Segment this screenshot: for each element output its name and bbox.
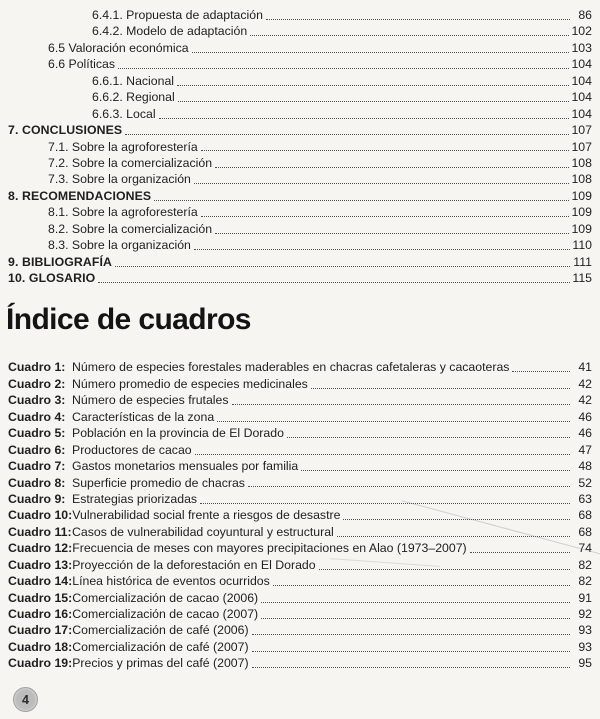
cuadro-entry-number: Cuadro 10:	[8, 508, 73, 523]
toc-entry-page: 102	[571, 24, 592, 39]
dot-leader	[252, 667, 570, 668]
cuadro-entry	[8, 557, 592, 573]
dot-leader	[343, 519, 570, 520]
cuadro-entry-title: Frecuencia de meses con mayores precipitaciones en Alao (1973–2007)	[72, 541, 467, 556]
dot-leader	[215, 233, 569, 234]
toc-entry	[8, 155, 592, 171]
dot-leader	[512, 371, 570, 372]
toc-entry-page: 110	[572, 238, 592, 253]
dot-leader	[337, 536, 570, 537]
cuadro-entry-page: 42	[578, 393, 592, 408]
cuadros-index-list	[8, 359, 592, 671]
cuadro-entry-title: Gastos monetarios mensuales por familia	[72, 459, 299, 474]
dot-leader	[194, 183, 570, 184]
dot-leader	[252, 651, 570, 652]
cuadro-entry-number: Cuadro 4:	[8, 409, 66, 424]
dot-leader	[287, 437, 570, 438]
cuadro-entry-number: Cuadro 19:	[8, 656, 73, 671]
toc-entry-page: 111	[573, 254, 592, 269]
toc-entry-label: 10. GLOSARIO	[8, 271, 96, 285]
dot-leader	[125, 134, 569, 135]
toc-entry	[8, 139, 592, 155]
cuadro-entry-page: 68	[578, 508, 592, 523]
cuadro-entry-number: Cuadro 11:	[8, 524, 72, 539]
cuadro-entry-number: Cuadro 15:	[8, 590, 73, 605]
toc-entry-label: 7.2. Sobre la comercialización	[48, 155, 213, 170]
toc-entry	[8, 122, 592, 138]
dot-leader	[217, 421, 570, 422]
cuadro-entry-page: 63	[578, 491, 592, 506]
cuadro-entry	[8, 442, 592, 458]
cuadro-entry-page: 68	[578, 524, 592, 539]
toc-entry	[8, 188, 592, 204]
cuadro-entry	[8, 622, 592, 638]
cuadro-entry-page: 93	[578, 639, 592, 654]
cuadro-entry-title: Superficie promedio de chacras	[72, 475, 245, 490]
toc-entry-label: 8.2. Sobre la comercialización	[48, 221, 213, 236]
cuadro-entry-number: Cuadro 17:	[8, 623, 73, 638]
cuadro-entry-page: 95	[578, 656, 592, 671]
cuadro-entry-title: Estrategias priorizadas	[72, 491, 198, 506]
cuadro-entry	[8, 458, 592, 474]
dot-leader	[252, 634, 570, 635]
cuadro-entry-title: Número promedio de especies medicinales	[72, 376, 308, 391]
dot-leader	[201, 216, 570, 217]
cuadro-entry-number: Cuadro 16:	[8, 607, 73, 621]
cuadro-entry-title: Precios y primas del café (2007)	[72, 656, 249, 671]
cuadro-entry-title: Línea histórica de eventos ocurridos	[72, 574, 270, 589]
cuadro-entry	[8, 491, 592, 507]
cuadro-entry-number: Cuadro 9:	[8, 491, 66, 506]
toc-entry-label: 7.1. Sobre la agroforestería	[48, 139, 198, 154]
dot-leader	[195, 454, 570, 455]
cuadro-entry-page: 42	[578, 376, 592, 391]
cuadro-entry-number: Cuadro 14:	[8, 574, 73, 589]
toc-entry-page: 115	[572, 271, 592, 285]
dot-leader	[470, 552, 570, 553]
dot-leader	[311, 388, 570, 389]
cuadro-entry-page: 46	[578, 426, 592, 441]
cuadro-entry	[8, 475, 592, 491]
dot-leader	[261, 618, 570, 619]
cuadro-entry-title: Casos de vulnerabilidad coyuntural y estructural	[72, 524, 334, 539]
cuadro-entry-title: Características de la zona	[72, 409, 215, 424]
cuadro-entry-number: Cuadro 5:	[8, 426, 66, 441]
toc-entry-label: 8.1. Sobre la agroforestería	[48, 205, 198, 220]
dot-leader	[250, 35, 569, 36]
toc-entry-page: 108	[571, 172, 592, 187]
cuadro-entry	[8, 376, 592, 392]
toc-entry-label: 8.3. Sobre la organización	[48, 238, 191, 253]
toc-entry-label: 7. CONCLUSIONES	[8, 123, 123, 138]
toc-entry-page: 104	[571, 90, 592, 105]
cuadro-entry-title: Proyección de la deforestación en El Dorado	[72, 557, 316, 572]
cuadro-entry-number: Cuadro 13:	[8, 557, 73, 572]
toc-entry	[8, 40, 592, 56]
toc-entry-page: 109	[571, 221, 592, 236]
toc-entry-label: 9. BIBLIOGRAFÍA	[8, 254, 112, 269]
cuadro-entry-title: Comercialización de café (2007)	[72, 639, 249, 654]
dot-leader	[266, 19, 570, 20]
cuadro-entry	[8, 409, 592, 425]
toc-entry-page: 104	[571, 106, 592, 121]
toc-entry	[8, 221, 592, 237]
cuadro-entry-page: 82	[578, 557, 592, 572]
dot-leader	[98, 282, 570, 283]
cuadro-entry-number: Cuadro 7:	[8, 459, 66, 474]
page-number-badge: 4	[13, 687, 38, 712]
dot-leader	[215, 167, 569, 168]
toc-entry-label: 6.4.1. Propuesta de adaptación	[92, 8, 263, 22]
cuadro-entry-page: 46	[578, 409, 592, 424]
cuadro-entry-page: 74	[578, 541, 592, 556]
dot-leader	[301, 470, 570, 471]
table-of-contents	[8, 7, 592, 286]
dot-leader	[261, 602, 570, 603]
cuadro-entry-number: Cuadro 6:	[8, 442, 66, 457]
toc-entry-label: 6.4.2. Modelo de adaptación	[92, 24, 248, 39]
cuadro-entry	[8, 524, 592, 540]
dot-leader	[200, 503, 570, 504]
dot-leader	[273, 585, 570, 586]
cuadro-entry-number: Cuadro 2:	[8, 376, 66, 391]
toc-entry	[8, 254, 592, 270]
toc-entry	[8, 89, 592, 105]
cuadro-entry	[8, 507, 592, 523]
cuadro-entry	[8, 573, 592, 589]
toc-entry-page: 108	[571, 155, 592, 170]
dot-leader	[194, 249, 570, 250]
dot-leader	[201, 150, 570, 151]
cuadro-entry	[8, 606, 592, 622]
toc-entry	[8, 56, 592, 72]
toc-entry-page: 109	[571, 205, 592, 220]
cuadro-entry-number: Cuadro 18:	[8, 639, 73, 654]
cuadro-entry-page: 47	[578, 442, 592, 457]
toc-entry-label: 7.3. Sobre la organización	[48, 172, 191, 187]
cuadro-entry-number: Cuadro 3:	[8, 393, 66, 408]
dot-leader	[248, 486, 570, 487]
cuadro-entry-title: Número de especies forestales maderables en chacras cafetaleras y cacaoteras	[72, 360, 510, 375]
cuadros-index-heading: Índice de cuadros	[6, 303, 251, 337]
cuadro-entry-number: Cuadro 8:	[8, 475, 66, 490]
cuadro-entry-page: 82	[578, 574, 592, 589]
cuadro-entry-page: 91	[578, 590, 592, 605]
cuadro-entry-page: 93	[578, 623, 592, 638]
toc-entry-label: 6.6.1. Nacional	[92, 73, 175, 88]
toc-entry-page: 104	[571, 73, 592, 88]
toc-entry-label: 6.6 Políticas	[48, 57, 115, 72]
dot-leader	[177, 85, 569, 86]
toc-entry-page: 86	[578, 8, 592, 22]
cuadro-entry-title: Población en la provincia de El Dorado	[72, 426, 284, 441]
dot-leader	[154, 200, 569, 201]
toc-entry	[8, 7, 592, 23]
toc-entry	[8, 73, 592, 89]
cuadro-entry	[8, 590, 592, 606]
cuadro-entry-page: 92	[578, 607, 592, 621]
cuadro-entry	[8, 655, 592, 671]
cuadro-entry-page: 48	[578, 459, 592, 474]
cuadro-entry-number: Cuadro 1:	[8, 360, 66, 375]
toc-entry	[8, 171, 592, 187]
cuadro-entry-page: 41	[578, 360, 592, 375]
cuadro-entry-number: Cuadro 12:	[8, 541, 73, 556]
cuadro-entry-title: Comercialización de café (2006)	[72, 623, 249, 638]
dot-leader	[192, 52, 570, 53]
dot-leader	[319, 569, 570, 570]
dot-leader	[115, 266, 570, 267]
cuadro-entry	[8, 639, 592, 655]
toc-entry	[8, 204, 592, 220]
cuadro-entry	[8, 425, 592, 441]
toc-entry-page: 107	[571, 123, 592, 138]
toc-entry-page: 104	[571, 57, 592, 72]
toc-entry-label: 6.5 Valoración económica	[48, 40, 189, 55]
toc-entry	[8, 106, 592, 122]
cuadro-entry-title: Productores de cacao	[72, 442, 192, 457]
toc-entry-page: 109	[571, 188, 592, 203]
cuadro-entry	[8, 540, 592, 556]
cuadro-entry	[8, 392, 592, 408]
toc-entry-label: 6.6.2. Regional	[92, 90, 175, 105]
toc-entry	[8, 237, 592, 253]
cuadro-entry	[8, 359, 592, 375]
cuadro-entry-title: Vulnerabilidad social frente a riesgos de desastre	[72, 508, 341, 523]
toc-entry-label: 8. RECOMENDACIONES	[8, 188, 152, 203]
dot-leader	[118, 68, 569, 69]
cuadro-entry-title: Número de especies frutales	[72, 393, 229, 408]
cuadro-entry-title: Comercialización de cacao (2007)	[72, 607, 259, 621]
toc-entry-page: 107	[571, 139, 592, 154]
dot-leader	[232, 404, 570, 405]
dot-leader	[178, 101, 570, 102]
toc-entry	[8, 270, 592, 286]
dot-leader	[159, 118, 570, 119]
toc-entry-page: 103	[571, 40, 592, 55]
toc-entry-label: 6.6.3. Local	[92, 106, 156, 121]
toc-entry	[8, 23, 592, 39]
cuadro-entry-title: Comercialización de cacao (2006)	[72, 590, 259, 605]
cuadro-entry-page: 52	[578, 475, 592, 490]
